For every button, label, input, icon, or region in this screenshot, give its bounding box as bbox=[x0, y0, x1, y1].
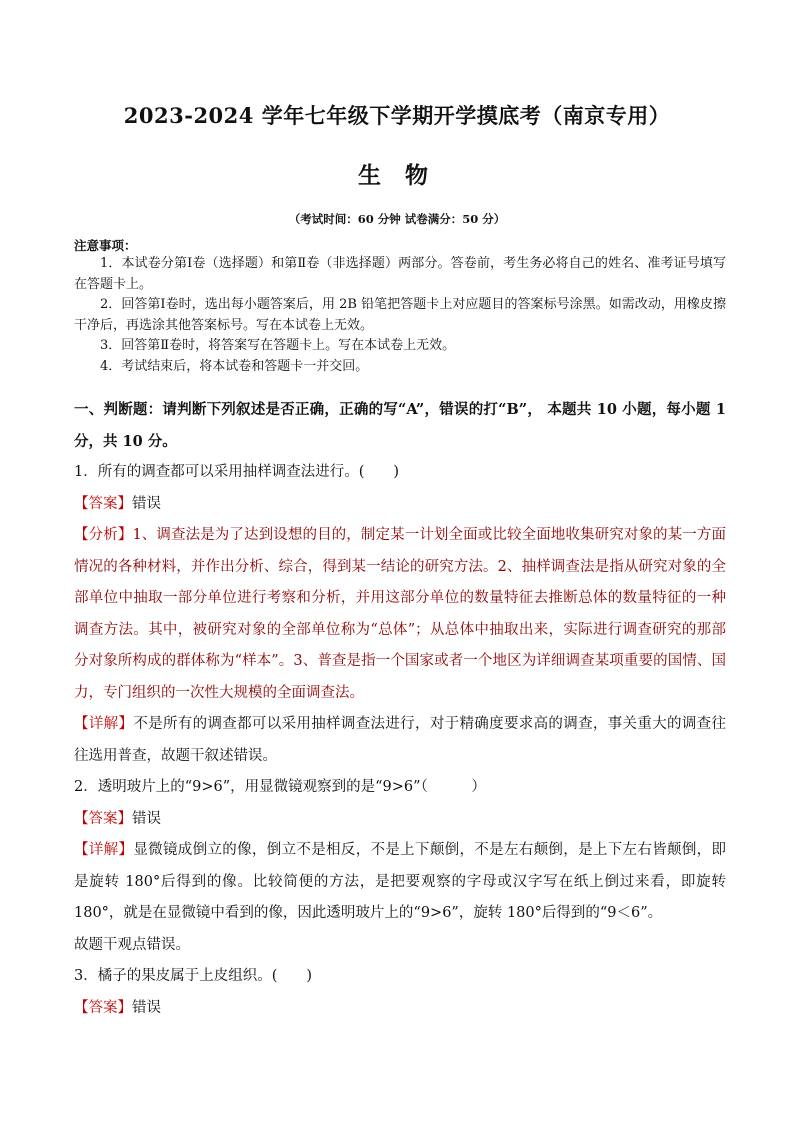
question-stem: 1．所有的调查都可以采用抽样调查法进行。( ) bbox=[74, 464, 400, 480]
notice-item: 4．考试结束后，将本试卷和答题卡一并交回。 bbox=[100, 358, 369, 374]
answer-tag: 【答案】 bbox=[74, 810, 132, 827]
subject-title: 生 物 bbox=[357, 162, 436, 189]
detail-line bbox=[74, 835, 726, 930]
answer-line bbox=[74, 489, 726, 521]
section-heading: 一、判断题：请判断下列叙述是否正确，正确的写“A”，错误的打“B”， 本题共 10 小题，每小题 1 分，共 10 分。 bbox=[74, 401, 726, 450]
notice-item: 2．回答第Ⅰ卷时，选出每小题答案后，用 2B 铅笔把答题卡上对应题目的答案标号涂黑。如需改动，用橡皮擦干净后，再选涂其他答案标号。写在本试卷上无效。 bbox=[74, 297, 726, 333]
analysis-line bbox=[74, 520, 726, 709]
answer-line bbox=[74, 804, 726, 836]
detail-text: 不是所有的调查都可以采用抽样调查法进行，对于精确度要求高的调查，事关重大的调查往往选用普查，故题干叙述错误。 bbox=[74, 716, 727, 764]
answer-tag: 【答案】 bbox=[74, 495, 132, 512]
answer-value: 错误 bbox=[132, 810, 161, 827]
answer-line bbox=[74, 993, 726, 1025]
answer-value: 错误 bbox=[132, 999, 161, 1016]
detail-tag: 【详解】 bbox=[74, 716, 134, 732]
question-stem: 3．橘子的果皮属于上皮组织。( ) bbox=[74, 968, 313, 984]
notice-item: 3．回答第Ⅱ卷时，将答案写在答题卡上。写在本试卷上无效。 bbox=[100, 338, 456, 353]
answer-tag: 【答案】 bbox=[74, 999, 132, 1016]
notice-item: 1．本试卷分第Ⅰ卷（选择题）和第Ⅱ卷（非选择题）两部分。答卷前，考生务必将自己的姓名、准考证号填写在答题卡上。 bbox=[74, 256, 726, 292]
answer-value: 错误 bbox=[132, 495, 161, 512]
section-judgement bbox=[74, 394, 726, 1024]
analysis-tag: 【分析】 bbox=[74, 527, 133, 543]
exam-title: 2023-2024 学年七年级下学期开学摸底考（南京专用） bbox=[123, 103, 671, 128]
detail-line bbox=[74, 709, 726, 772]
conclusion-line: 故题干观点错误。 bbox=[74, 936, 190, 953]
detail-text: 显微镜成倒立的像，倒立不是相反，不是上下颠倒，不是左右颠倒，是上下左右皆颠倒，即是旋转 180°后得到的像。比较简便的方法，是把要观察的字母或汉字写在纸上倒过来看，即旋转 180°，就是在显微镜中看到的像，因此透明玻片上的“9>6”，旋转 180°后得到的“9＜6”。 bbox=[74, 842, 727, 921]
exam-info: （考试时间：60 分钟 试卷满分：50 分） bbox=[288, 212, 506, 226]
notice-title: 注意事项： bbox=[74, 238, 137, 253]
analysis-text: 1、调查法是为了达到设想的目的，制定某一计划全面或比较全面地收集研究对象的某一方面情况的各种材料，并作出分析、综合，得到某一结论的研究方法。2、抽样调查法是指从研究对象的全部单位中抽取一部分单位进行考察和分析，并用这部分单位的数量特征去推断总体的数量特征的一种调查方法。其中，被研究对象的全部单位称为“总体”；从总体中抽取出来，实际进行调查研究的那部分对象所构成的群体称为“样本”。3、普查是指一个国家或者一个地区为详细调查某项重要的国情、国力，专门组织的一次性大规模的全面调查法。 bbox=[74, 527, 726, 701]
notice-list bbox=[74, 254, 726, 377]
question-stem: 2．透明玻片上的“9>6”，用显微镜观察到的是“9>6”（ ） bbox=[74, 779, 486, 795]
detail-tag: 【详解】 bbox=[74, 842, 134, 858]
